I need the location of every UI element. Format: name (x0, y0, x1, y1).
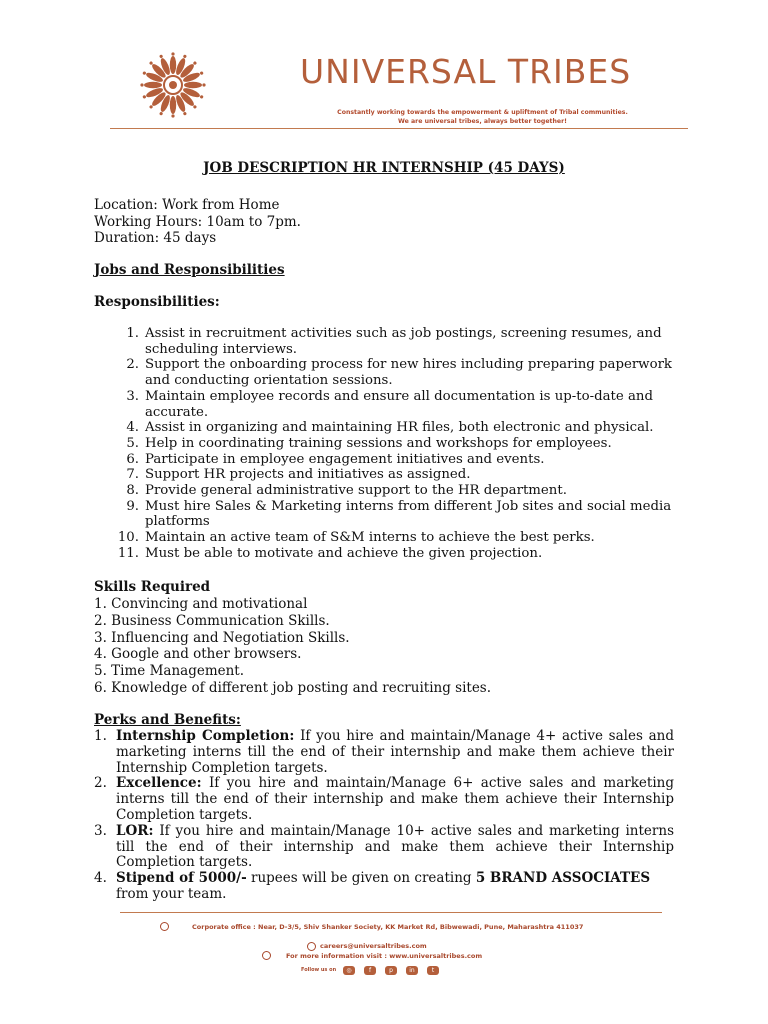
perk-number: 1. (94, 728, 107, 744)
responsibility-text: Assist in recruitment activities such as job postings, screening resumes, and scheduling interviews. (145, 326, 662, 357)
responsibility-item (106, 389, 686, 420)
skills-heading: Skills Required (94, 579, 211, 595)
perk-number: 2. (94, 775, 107, 792)
responsibility-text: Must hire Sales & Marketing interns from different Job sites and social media platforms (145, 498, 672, 530)
header-divider (110, 128, 688, 129)
responsibility-item (106, 357, 686, 388)
skill-item: 3. Influencing and Negotiation Skills. (94, 629, 350, 646)
jobs-heading: Jobs and Responsibilities (94, 262, 285, 278)
globe-icon (262, 951, 271, 960)
skill-item: 2. Business Communication Skills. (94, 612, 330, 629)
responsibility-text: Must be able to motivate and achieve the given projection. (145, 545, 543, 561)
footer-divider (120, 912, 662, 913)
responsibility-number: 10. (117, 530, 139, 546)
skill-item: 4. Google and other browsers. (94, 646, 302, 663)
responsibility-number: 8. (126, 483, 139, 499)
responsibilities-heading: Responsibilities: (94, 294, 220, 310)
responsibility-text: Help in coordinating training sessions and workshops for employees. (145, 435, 612, 451)
responsibility-number: 9. (126, 498, 139, 514)
footer-email[interactable]: careers@universaltribes.com (320, 942, 427, 950)
responsibility-number: 5. (126, 435, 139, 451)
responsibilities-list (106, 326, 686, 562)
responsibility-text: Assist in organizing and maintaining HR files, both electronic and physical. (145, 420, 654, 436)
job-info (94, 197, 301, 247)
responsibility-item (106, 452, 686, 468)
location-icon (160, 922, 169, 931)
footer-address: Corporate office : Near, D-3/5, Shiv Shanker Society, KK Market Rd, Bibwewadi, Pune, Maharashtra 411037 (192, 923, 584, 931)
responsibility-number: 3. (126, 388, 139, 404)
responsibility-text: Maintain an active team of S&M interns to achieve the best perks. (145, 530, 595, 546)
tagline-line-1: Constantly working towards the empowerment & upliftment of Tribal communities. (337, 109, 628, 116)
hours-line: Working Hours: 10am to 7pm. (94, 213, 301, 230)
perk-number: 4. (94, 870, 107, 887)
perk-item (94, 871, 674, 903)
perk-item (94, 729, 674, 776)
responsibility-number: 1. (126, 326, 139, 341)
perk-item (94, 776, 674, 823)
twitter-icon[interactable]: t (427, 966, 439, 975)
pinterest-icon[interactable]: p (385, 966, 397, 975)
email-icon (307, 942, 316, 951)
mandala-logo-icon (128, 52, 218, 118)
perk-text: Internship Completion: If you hire and maintain/Manage 4+ active sales and marketing interns till the end of their internship and make them achieve their Internship Completion targets. (116, 728, 674, 776)
responsibility-item (106, 467, 686, 483)
tagline (290, 108, 675, 126)
tagline-line-2: We are universal tribes, always better together! (398, 118, 567, 125)
responsibility-item (106, 420, 686, 436)
skill-item: 1. Convincing and motivational (94, 596, 308, 612)
responsibility-number: 11. (117, 545, 139, 561)
skill-item: 5. Time Management. (94, 663, 245, 680)
responsibility-item (106, 436, 686, 452)
perk-item (94, 824, 674, 871)
responsibility-number: 2. (126, 357, 139, 373)
responsibility-text: Maintain employee records and ensure all documentation is up-to-date and accurate. (145, 388, 653, 420)
responsibility-text: Support HR projects and initiatives as assigned. (145, 467, 471, 483)
responsibility-number: 4. (126, 420, 139, 436)
follow-us-label: Follow us on (301, 967, 337, 973)
perk-text: LOR: If you hire and maintain/Manage 10+ active sales and marketing interns till the end of their internship and make them achieve their Internship Completion targets. (116, 822, 674, 871)
perk-text: Stipend of 5000/- rupees will be given on creating 5 BRAND ASSOCIATES from your team. (116, 870, 651, 902)
brand-name: UNIVERSAL TRIBES (300, 52, 632, 91)
responsibility-item (106, 530, 686, 546)
skills-list (94, 596, 491, 697)
linkedin-icon[interactable]: in (406, 966, 418, 975)
location-line: Location: Work from Home (94, 197, 280, 213)
responsibility-text: Support the onboarding process for new hires including preparing paperwork and conducting orientation sessions. (145, 357, 672, 389)
facebook-icon[interactable]: f (364, 966, 376, 975)
responsibility-item (106, 483, 686, 499)
responsibility-item (106, 326, 686, 357)
instagram-icon[interactable]: ◎ (343, 966, 355, 975)
perks-heading: Perks and Benefits: (94, 712, 241, 728)
duration-line: Duration: 45 days (94, 230, 217, 246)
document-title: JOB DESCRIPTION HR INTERNSHIP (45 DAYS) (203, 160, 565, 176)
perk-number: 3. (94, 822, 107, 839)
responsibility-number: 7. (126, 467, 139, 483)
responsibility-text: Participate in employee engagement initiatives and events. (145, 451, 545, 467)
responsibility-text: Provide general administrative support to the HR department. (145, 483, 567, 499)
responsibility-number: 6. (126, 451, 139, 467)
skill-item: 6. Knowledge of different job posting and recruiting sites. (94, 679, 492, 696)
footer-website[interactable]: For more information visit : www.universaltribes.com (286, 952, 483, 960)
responsibility-item (106, 546, 686, 562)
perk-text: Excellence: If you hire and maintain/Manage 6+ active sales and marketing interns till the end of their internship and make them achieve their Internship Completion targets. (116, 775, 674, 823)
perks-list (94, 729, 674, 903)
responsibility-item (106, 499, 686, 530)
